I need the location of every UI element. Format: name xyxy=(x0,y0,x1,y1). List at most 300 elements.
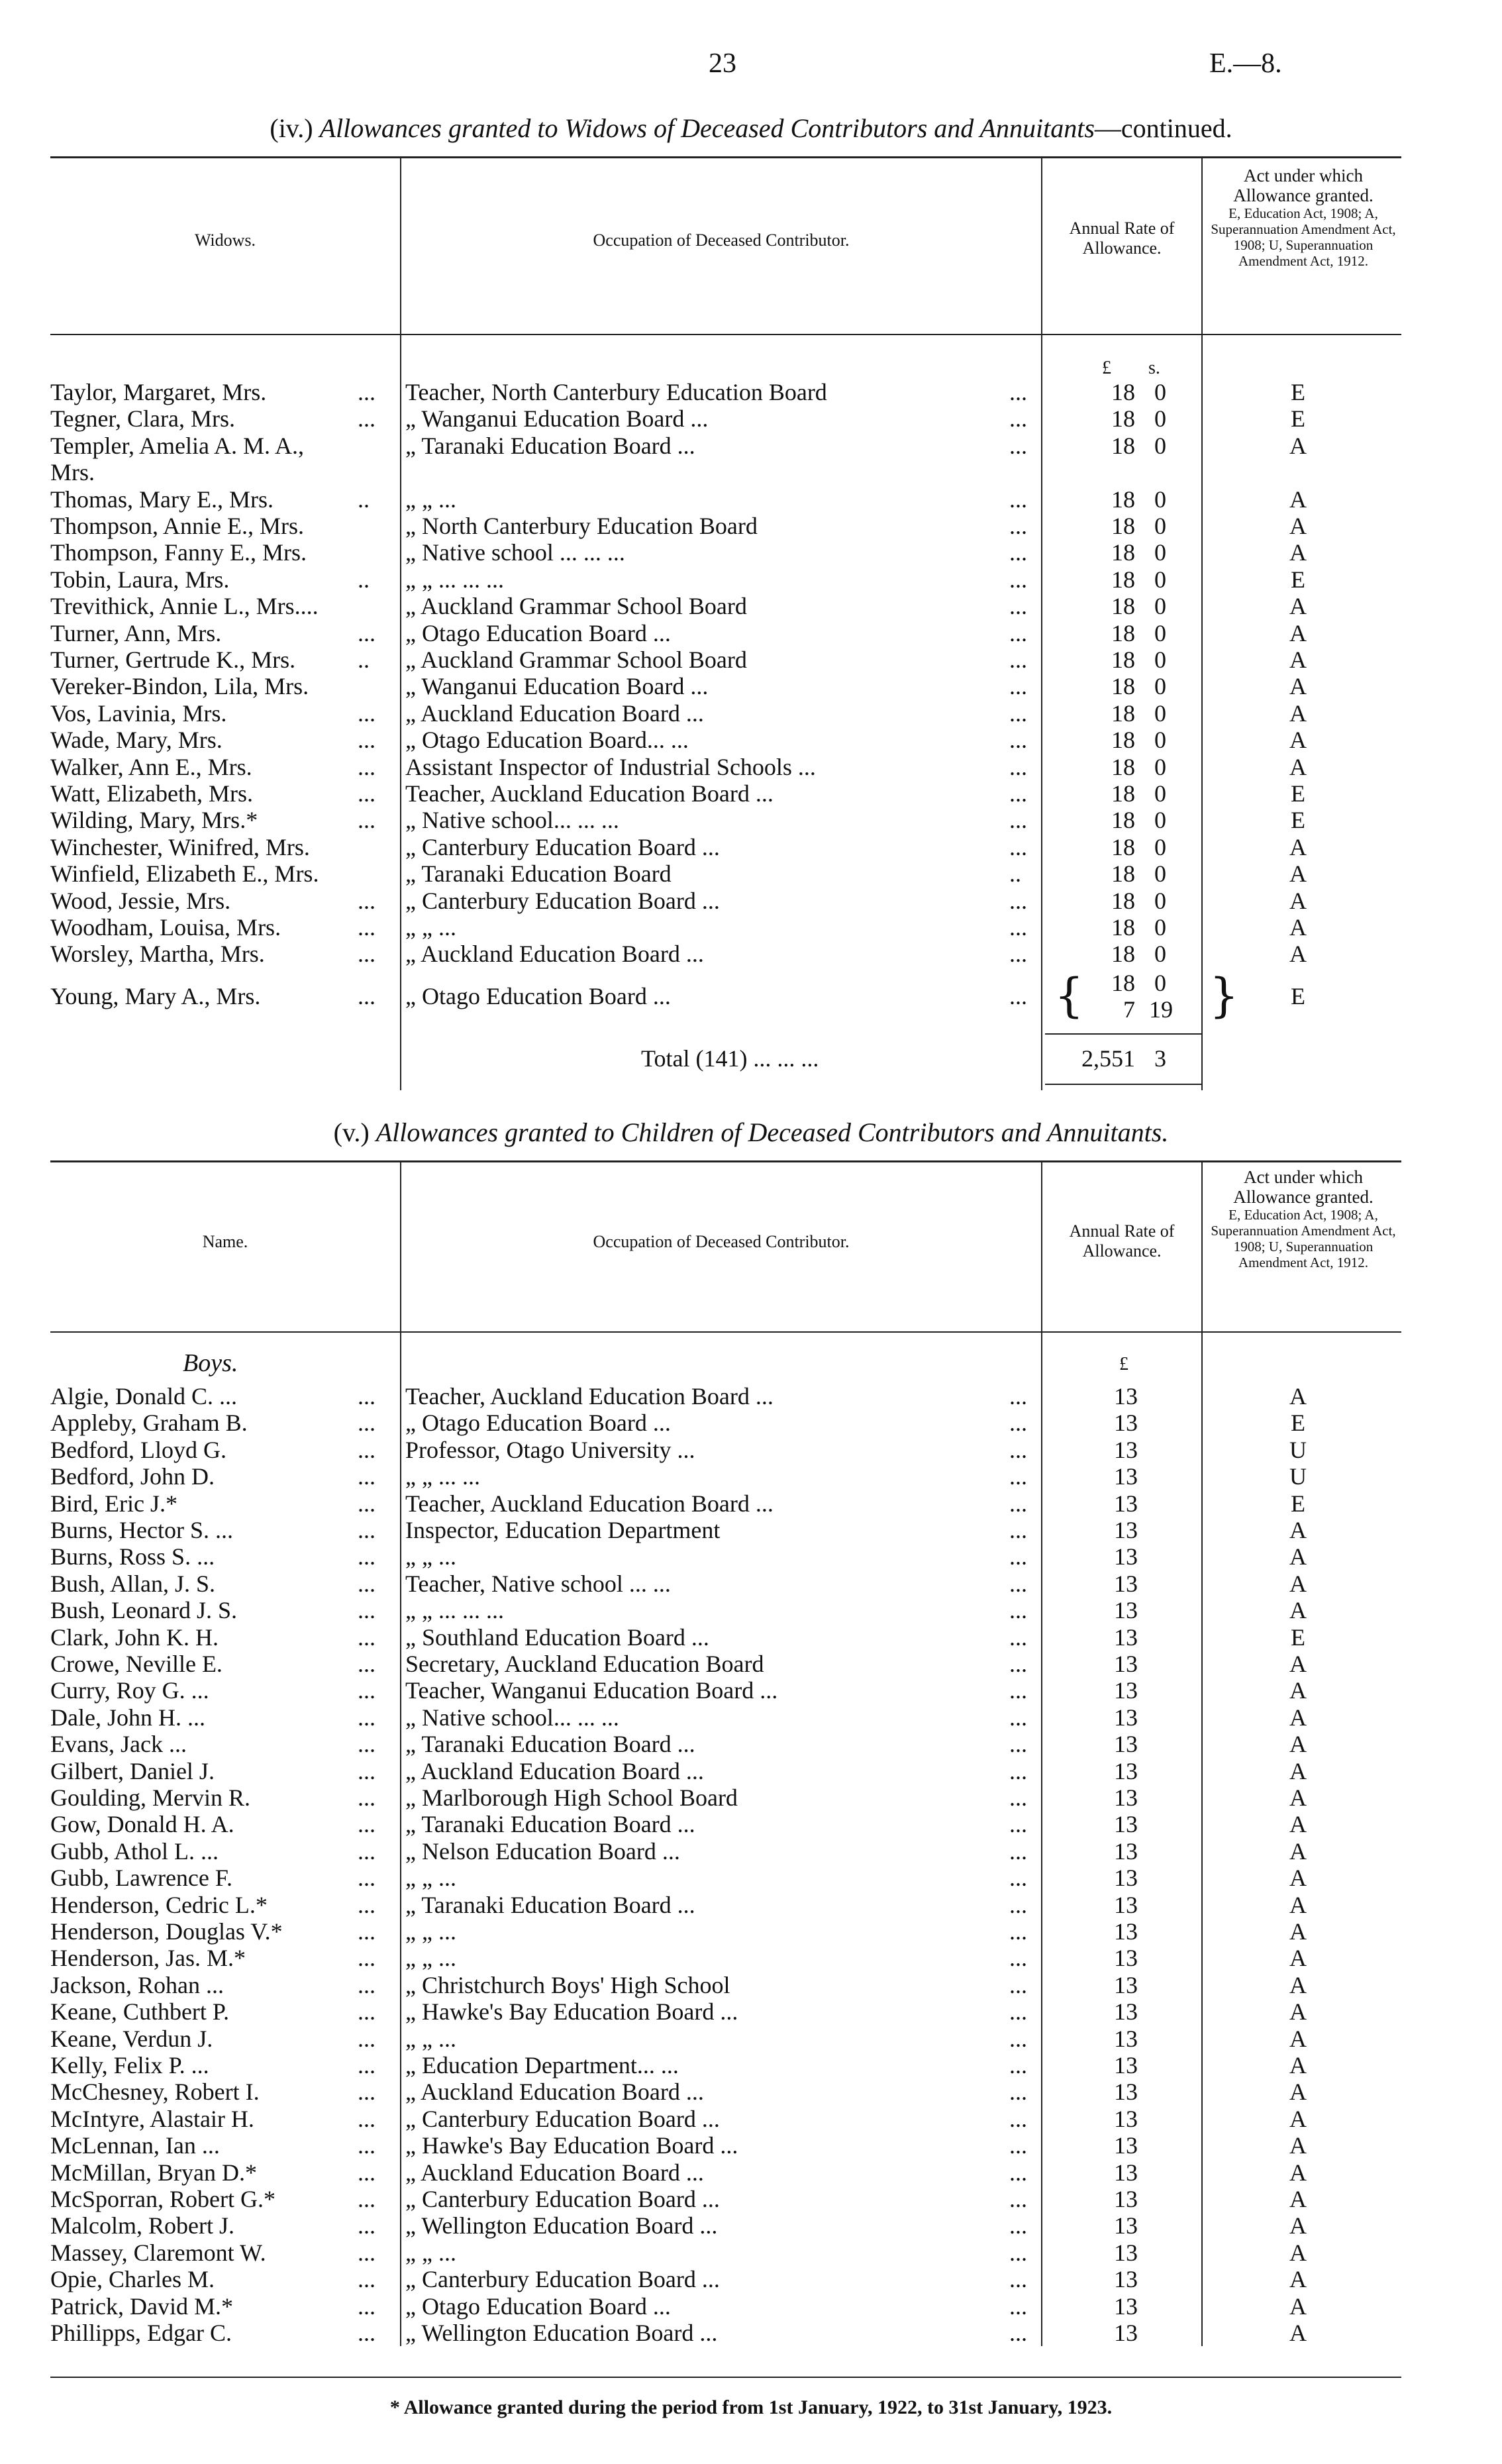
rate-pounds: 13 xyxy=(1114,1677,1138,1704)
unit-pounds: £ xyxy=(1119,1354,1128,1374)
table-row xyxy=(0,2159,1502,2186)
occupation: „ Hawke's Bay Education Board ... xyxy=(405,1998,738,2026)
rate-shillings: 0 xyxy=(1154,593,1166,620)
occupation: „ „ ... xyxy=(405,1918,456,1945)
act-code: U xyxy=(1289,1436,1307,1463)
leader-dots: ... xyxy=(358,780,376,807)
rate-pounds: 18 xyxy=(1111,379,1135,405)
col-header-rate: Annual Rate of Allowance. xyxy=(1069,219,1175,258)
occupation: „ Auckland Grammar School Board xyxy=(405,646,747,673)
person-name: Bush, Allan, J. S. xyxy=(50,1570,216,1597)
leader-dots: ... xyxy=(358,1891,376,1918)
rate-pounds: 18 xyxy=(1111,914,1135,941)
occupation: „ Auckland Education Board ... xyxy=(405,941,704,968)
rate-pounds: 18 xyxy=(1111,699,1135,727)
leader-dots: ... xyxy=(1009,2132,1027,2159)
person-name: Vereker-Bindon, Lila, Mrs. xyxy=(50,673,309,700)
leader-dots: .. xyxy=(358,486,370,513)
table-row xyxy=(0,2266,1502,2292)
person-name: Bedford, John D. xyxy=(50,1463,215,1490)
act-code: A xyxy=(1289,2266,1307,2293)
person-name: Opie, Charles M. xyxy=(50,2266,215,2293)
table-row xyxy=(0,1758,1502,1784)
leader-dots: ... xyxy=(358,1837,376,1865)
leader-dots: ... xyxy=(358,1971,376,1998)
person-name: Gubb, Athol L. ... xyxy=(50,1837,219,1865)
rate-pounds: 13 xyxy=(1114,2132,1138,2159)
table-row xyxy=(0,914,1502,941)
person-name: Crowe, Neville E. xyxy=(50,1651,223,1677)
occupation: „ Otago Education Board ... xyxy=(405,983,671,1009)
rate-pounds: 13 xyxy=(1114,1811,1138,1838)
act-code: E xyxy=(1291,405,1305,433)
leader-dots: ... xyxy=(358,1784,376,1811)
section-v-heading xyxy=(0,1117,1502,1148)
act-code: A xyxy=(1289,753,1307,780)
rate-pounds: 7 xyxy=(1123,996,1135,1023)
act-code: A xyxy=(1289,1383,1307,1410)
leader-dots: ... xyxy=(1009,983,1027,1009)
leader-dots: ... xyxy=(1009,486,1027,513)
leader-dots: ... xyxy=(358,2186,376,2212)
rate-pounds: 18 xyxy=(1111,405,1135,433)
rate-shillings: 0 xyxy=(1154,539,1166,566)
occupation: „ Native school... ... ... xyxy=(405,807,619,834)
person-name: Bush, Leonard J. S. xyxy=(50,1597,237,1624)
right-brace-glyph: } xyxy=(1209,968,1239,1023)
rate-pounds: 13 xyxy=(1114,2292,1138,2320)
act-code: A xyxy=(1289,1757,1307,1784)
rate-shillings: 0 xyxy=(1154,727,1166,754)
rate-shillings: 0 xyxy=(1154,486,1166,513)
leader-dots: ... xyxy=(358,941,376,968)
leader-dots: ... xyxy=(1009,1918,1027,1945)
leader-dots: ... xyxy=(358,753,376,780)
occupation: „ Taranaki Education Board xyxy=(405,860,672,888)
leader-dots: ... xyxy=(1009,1623,1027,1651)
occupation: Teacher, Auckland Education Board ... xyxy=(405,1490,774,1517)
leader-dots: ... xyxy=(1009,1463,1027,1490)
person-name: Kelly, Felix P. ... xyxy=(50,2052,209,2079)
rate-shillings: 0 xyxy=(1154,860,1166,888)
rate-pounds: 18 xyxy=(1111,941,1135,968)
person-name: McMillan, Bryan D.* xyxy=(50,2159,257,2186)
rate-pounds: 13 xyxy=(1114,2159,1138,2186)
leader-dots: ... xyxy=(358,1811,376,1838)
section-iv-suffix: —continued. xyxy=(1094,113,1232,143)
occupation: „ Wanganui Education Board ... xyxy=(405,673,709,700)
leader-dots: ... xyxy=(358,887,376,914)
act-code: A xyxy=(1289,1651,1307,1677)
rate-pounds: 13 xyxy=(1114,2320,1138,2346)
table-row xyxy=(0,1945,1502,1971)
occupation: „ „ ... ... ... xyxy=(405,566,504,593)
rate-shillings: 0 xyxy=(1154,566,1166,593)
rate-pounds: 13 xyxy=(1114,2105,1138,2132)
leader-dots: ... xyxy=(1009,2105,1027,2132)
table-row xyxy=(0,727,1502,753)
occupation: „ Otago Education Board ... xyxy=(405,2292,671,2320)
leader-dots: ... xyxy=(358,1490,376,1517)
footnote-rule xyxy=(50,2377,1401,2378)
col-header-name: Name. xyxy=(202,1232,248,1251)
leader-dots: ... xyxy=(358,1570,376,1597)
person-name: Taylor, Margaret, Mrs. xyxy=(50,379,267,405)
act-code: A xyxy=(1289,699,1307,727)
person-name: Appleby, Graham B. xyxy=(50,1410,248,1437)
person-name: Winfield, Elizabeth E., Mrs. xyxy=(50,860,319,888)
occupation: „ Wellington Education Board ... xyxy=(405,2212,718,2239)
leader-dots: ... xyxy=(1009,1998,1027,2026)
table-row xyxy=(0,1998,1502,2025)
col-header-act-note: E, Education Act, 1908; A, Superannuation Amendment Act, 1908; U, Superannuation Amendment Act, 1912. xyxy=(1211,1207,1396,1270)
leader-dots: ... xyxy=(358,1677,376,1704)
rate-shillings: 0 xyxy=(1154,807,1166,834)
act-code: A xyxy=(1289,1971,1307,1998)
occupation: „ Wellington Education Board ... xyxy=(405,2320,718,2346)
rate-shillings: 0 xyxy=(1154,646,1166,673)
rate-pounds: 13 xyxy=(1114,2212,1138,2239)
occupation: Teacher, Wanganui Education Board ... xyxy=(405,1677,778,1704)
person-name: Gow, Donald H. A. xyxy=(50,1811,234,1838)
table-row xyxy=(0,620,1502,646)
leader-dots: ... xyxy=(1009,1383,1027,1410)
leader-dots: ... xyxy=(1009,699,1027,727)
leader-dots: ... xyxy=(1009,1436,1027,1463)
rate-pounds: 18 xyxy=(1111,539,1135,566)
leader-dots: ... xyxy=(1009,2159,1027,2186)
section-iv-heading xyxy=(0,113,1502,144)
person-name: Turner, Ann, Mrs. xyxy=(50,619,222,646)
table-row xyxy=(0,700,1502,727)
leader-dots: ... xyxy=(1009,379,1027,405)
occupation: Assistant Inspector of Industrial Schools ... xyxy=(405,753,816,780)
table-row xyxy=(0,1704,1502,1731)
leader-dots: ... xyxy=(1009,2239,1027,2266)
person-name: McChesney, Robert I. xyxy=(50,2079,260,2106)
occupation: „ Native school... ... ... xyxy=(405,1704,619,1731)
person-name: Vos, Lavinia, Mrs. xyxy=(50,699,227,727)
leader-dots: ... xyxy=(1009,1651,1027,1677)
act-code: A xyxy=(1289,1704,1307,1731)
rate-pounds: 18 xyxy=(1111,486,1135,513)
person-name: Keane, Cuthbert P. xyxy=(50,1998,229,2026)
table-row xyxy=(0,673,1502,699)
person-name: Keane, Verdun J. xyxy=(50,2025,213,2052)
leader-dots: ... xyxy=(1009,753,1027,780)
rate-pounds: 18 xyxy=(1111,727,1135,754)
occupation: „ Wanganui Education Board ... xyxy=(405,405,709,433)
rate-pounds: 13 xyxy=(1114,2079,1138,2106)
rate-pounds: 18 xyxy=(1111,780,1135,807)
act-code: A xyxy=(1289,2105,1307,2132)
leader-dots: ... xyxy=(358,379,376,405)
section-iv-prefix: (iv.) xyxy=(270,113,313,143)
rate-shillings: 0 xyxy=(1154,833,1166,860)
occupation: „ Canterbury Education Board ... xyxy=(405,2266,720,2293)
leader-dots: ... xyxy=(358,2292,376,2320)
leader-dots: ... xyxy=(1009,673,1027,700)
occupation: „ Native school ... ... ... xyxy=(405,539,625,566)
table-row xyxy=(0,379,1502,405)
rate-pounds: 13 xyxy=(1114,1918,1138,1945)
rate-pounds: 13 xyxy=(1114,1651,1138,1677)
occupation: „ Canterbury Education Board ... xyxy=(405,833,720,860)
person-name: Massey, Claremont W. xyxy=(50,2239,266,2266)
leader-dots: ... xyxy=(358,1651,376,1677)
leader-dots: ... xyxy=(358,1543,376,1570)
leader-dots: ... xyxy=(358,699,376,727)
occupation: Teacher, Auckland Education Board ... xyxy=(405,780,774,807)
table-row xyxy=(0,1517,1502,1543)
rate-pounds: 13 xyxy=(1114,2052,1138,2079)
rate-shillings: 0 xyxy=(1154,619,1166,646)
rate-pounds: 13 xyxy=(1114,1383,1138,1410)
rate-pounds: 13 xyxy=(1114,2239,1138,2266)
act-code: E xyxy=(1291,1623,1305,1651)
table-row xyxy=(0,2239,1502,2266)
table-row xyxy=(0,433,1502,459)
person-name: Thompson, Fanny E., Mrs. xyxy=(50,539,307,566)
occupation: „ Education Department... ... xyxy=(405,2052,679,2079)
col-header-widows: Widows. xyxy=(194,231,256,250)
leader-dots: ... xyxy=(1009,1677,1027,1704)
table-row xyxy=(0,834,1502,860)
total-row xyxy=(0,1045,1502,1072)
person-name: Curry, Roy G. ... xyxy=(50,1677,209,1704)
leader-dots: ... xyxy=(1009,1971,1027,1998)
occupation: „ Canterbury Education Board ... xyxy=(405,887,720,914)
act-code: A xyxy=(1289,833,1307,860)
table-iv-header-rule xyxy=(50,334,1401,335)
leader-dots: ... xyxy=(1009,1811,1027,1838)
rate-pounds: 13 xyxy=(1114,1998,1138,2026)
act-code: A xyxy=(1289,593,1307,620)
rate-pounds: 13 xyxy=(1114,1410,1138,1437)
person-name: Mrs. xyxy=(50,459,95,486)
person-name: Wade, Mary, Mrs. xyxy=(50,727,223,754)
person-name: Woodham, Louisa, Mrs. xyxy=(50,914,281,941)
unit-shillings: s. xyxy=(1148,358,1160,378)
rate-pounds: 18 xyxy=(1111,619,1135,646)
occupation: „ „ ... ... xyxy=(405,1463,480,1490)
rate-pounds: 13 xyxy=(1114,1463,1138,1490)
rate-pounds: 18 xyxy=(1111,432,1135,459)
table-row xyxy=(0,1570,1502,1597)
leader-dots: ... xyxy=(358,1918,376,1945)
act-code: A xyxy=(1289,539,1307,566)
leader-dots: ... xyxy=(358,2239,376,2266)
total-label: Total (141) ... ... ... xyxy=(641,1045,819,1072)
leader-dots: ... xyxy=(358,1436,376,1463)
leader-dots: ... xyxy=(1009,2292,1027,2320)
act-code: A xyxy=(1289,1811,1307,1838)
rate-shillings: 0 xyxy=(1154,970,1166,996)
act-code: A xyxy=(1289,914,1307,941)
act-code: A xyxy=(1289,1891,1307,1918)
person-name: Henderson, Cedric L.* xyxy=(50,1891,268,1918)
rate-pounds: 13 xyxy=(1114,1704,1138,1731)
leader-dots: ... xyxy=(1009,1865,1027,1892)
leader-dots: ... xyxy=(358,1731,376,1758)
rate-pounds: 18 xyxy=(1111,807,1135,834)
occupation: „ Marlborough High School Board xyxy=(405,1784,738,1811)
act-code: A xyxy=(1289,486,1307,513)
act-code: A xyxy=(1289,860,1307,888)
table-row xyxy=(0,1918,1502,1945)
rate-pounds: 13 xyxy=(1114,1490,1138,1517)
act-code: E xyxy=(1291,566,1305,593)
person-name: McSporran, Robert G.* xyxy=(50,2186,275,2212)
leader-dots: ... xyxy=(1009,2212,1027,2239)
rate-pounds: 13 xyxy=(1114,2186,1138,2212)
occupation: Professor, Otago University ... xyxy=(405,1436,695,1463)
occupation: Teacher, Auckland Education Board ... xyxy=(405,1383,774,1410)
person-name: Henderson, Jas. M.* xyxy=(50,1945,246,1972)
act-code: A xyxy=(1289,2132,1307,2159)
table-row xyxy=(0,1731,1502,1757)
leader-dots: ... xyxy=(358,1463,376,1490)
leader-dots: ... xyxy=(358,619,376,646)
leader-dots: ... xyxy=(1009,1543,1027,1570)
table-row xyxy=(0,2079,1502,2105)
leader-dots: ... xyxy=(358,1517,376,1543)
table-row xyxy=(0,539,1502,566)
occupation: „ „ ... xyxy=(405,1945,456,1972)
table-row xyxy=(0,1597,1502,1623)
leader-dots: ... xyxy=(1009,2186,1027,2212)
leader-dots: .. xyxy=(358,566,370,593)
leader-dots: ... xyxy=(1009,1757,1027,1784)
leader-dots: ... xyxy=(358,914,376,941)
table-row xyxy=(0,2026,1502,2052)
leader-dots: ... xyxy=(358,1597,376,1624)
table-row xyxy=(0,1811,1502,1837)
rate-pounds: 13 xyxy=(1114,1517,1138,1543)
table-row xyxy=(0,459,1502,486)
act-code: A xyxy=(1289,2186,1307,2212)
act-code: E xyxy=(1291,1410,1305,1437)
table-row xyxy=(0,2212,1502,2239)
rate-pounds: 13 xyxy=(1114,2025,1138,2052)
rate-pounds: 18 xyxy=(1111,513,1135,539)
occupation: Teacher, Native school ... ... xyxy=(405,1570,671,1597)
person-name: McIntyre, Alastair H. xyxy=(50,2105,254,2132)
widow-name: Young, Mary A., Mrs. xyxy=(50,983,261,1009)
person-name: Winchester, Winifred, Mrs. xyxy=(50,833,310,860)
occupation: „ Southland Education Board ... xyxy=(405,1623,709,1651)
act-code: A xyxy=(1289,1998,1307,2026)
leader-dots: ... xyxy=(1009,619,1027,646)
leader-dots: ... xyxy=(1009,1570,1027,1597)
occupation: „ Christchurch Boys' High School xyxy=(405,1971,730,1998)
young-rate-line-1 xyxy=(0,970,1502,996)
act-code: A xyxy=(1289,646,1307,673)
col-header-act-note: E, Education Act, 1908; A, Superannuation Amendment Act, 1908; U, Superannuation Amendment Act, 1912. xyxy=(1211,205,1396,269)
rate-pounds: 13 xyxy=(1114,2266,1138,2293)
person-name: Walker, Ann E., Mrs. xyxy=(50,753,252,780)
total-bottom-rule xyxy=(1045,1084,1201,1085)
boys-subheading: Boys. xyxy=(183,1349,238,1377)
leader-dots: ... xyxy=(358,1704,376,1731)
occupation: „ Auckland Education Board ... xyxy=(405,1757,704,1784)
col-header-occupation: Occupation of Deceased Contributor. xyxy=(593,1232,850,1251)
section-v-prefix: (v.) xyxy=(333,1117,370,1147)
table-row xyxy=(0,1677,1502,1704)
footnote: * Allowance granted during the period from 1st January, 1922, to 31st January, 1923. xyxy=(389,2396,1113,2418)
leader-dots: ... xyxy=(1009,1837,1027,1865)
total-top-rule xyxy=(1045,1033,1201,1035)
act-code: A xyxy=(1289,1837,1307,1865)
page-number: 23 xyxy=(709,48,736,79)
act-code: E xyxy=(1291,1490,1305,1517)
act-code: A xyxy=(1289,1543,1307,1570)
table-row xyxy=(0,2186,1502,2212)
leader-dots: ... xyxy=(1009,1410,1027,1437)
leader-dots: ... xyxy=(358,405,376,433)
unit-pounds: £ xyxy=(1102,358,1111,378)
act-code: A xyxy=(1289,432,1307,459)
rate-pounds: 18 xyxy=(1111,753,1135,780)
col-header-act-title: Act under which Allowance granted. xyxy=(1233,1167,1374,1207)
person-name: Goulding, Mervin R. xyxy=(50,1784,250,1811)
rate-pounds: 13 xyxy=(1114,1971,1138,1998)
person-name: Wilding, Mary, Mrs.* xyxy=(50,807,258,834)
act-code: E xyxy=(1291,379,1305,405)
rate-pounds: 13 xyxy=(1114,1837,1138,1865)
table-row xyxy=(0,486,1502,513)
table-row xyxy=(0,2320,1502,2346)
leader-dots: .. xyxy=(1009,860,1021,888)
leader-dots: ... xyxy=(358,2052,376,2079)
act-code: A xyxy=(1289,1731,1307,1758)
table-row xyxy=(0,513,1502,539)
act-code: E xyxy=(1291,807,1305,834)
act-code: A xyxy=(1289,513,1307,539)
rate-pounds: 18 xyxy=(1111,566,1135,593)
act-code: A xyxy=(1289,2212,1307,2239)
col-header-rate: Annual Rate of Allowance. xyxy=(1069,1221,1175,1260)
table-row xyxy=(0,1383,1502,1410)
leader-dots: ... xyxy=(358,1757,376,1784)
occupation: „ Otago Education Board ... xyxy=(405,1410,671,1437)
col-header-occupation: Occupation of Deceased Contributor. xyxy=(593,231,850,250)
table-row xyxy=(0,2106,1502,2132)
occupation: „ Auckland Education Board ... xyxy=(405,2079,704,2106)
occupation: „ Otago Education Board ... xyxy=(405,619,671,646)
left-brace-glyph: { xyxy=(1054,968,1084,1023)
person-name: Tobin, Laura, Mrs. xyxy=(50,566,230,593)
rate-pounds: 18 xyxy=(1111,887,1135,914)
rate-pounds: 13 xyxy=(1114,1784,1138,1811)
leader-dots: ... xyxy=(358,1383,376,1410)
leader-dots: ... xyxy=(358,1865,376,1892)
leader-dots: ... xyxy=(1009,941,1027,968)
leader-dots: ... xyxy=(1009,1784,1027,1811)
table-row xyxy=(0,807,1502,833)
occupation: „ Taranaki Education Board ... xyxy=(405,1811,695,1838)
rate-shillings: 0 xyxy=(1154,887,1166,914)
act-code: A xyxy=(1289,1517,1307,1543)
table-row xyxy=(0,2293,1502,2320)
rate-pounds: 13 xyxy=(1114,1865,1138,1892)
table-row xyxy=(0,646,1502,673)
table-row xyxy=(0,888,1502,914)
rate-pounds: 18 xyxy=(1111,833,1135,860)
leader-dots: ... xyxy=(358,2132,376,2159)
leader-dots: ... xyxy=(1009,2266,1027,2293)
occupation: „ Taranaki Education Board ... xyxy=(405,432,695,459)
